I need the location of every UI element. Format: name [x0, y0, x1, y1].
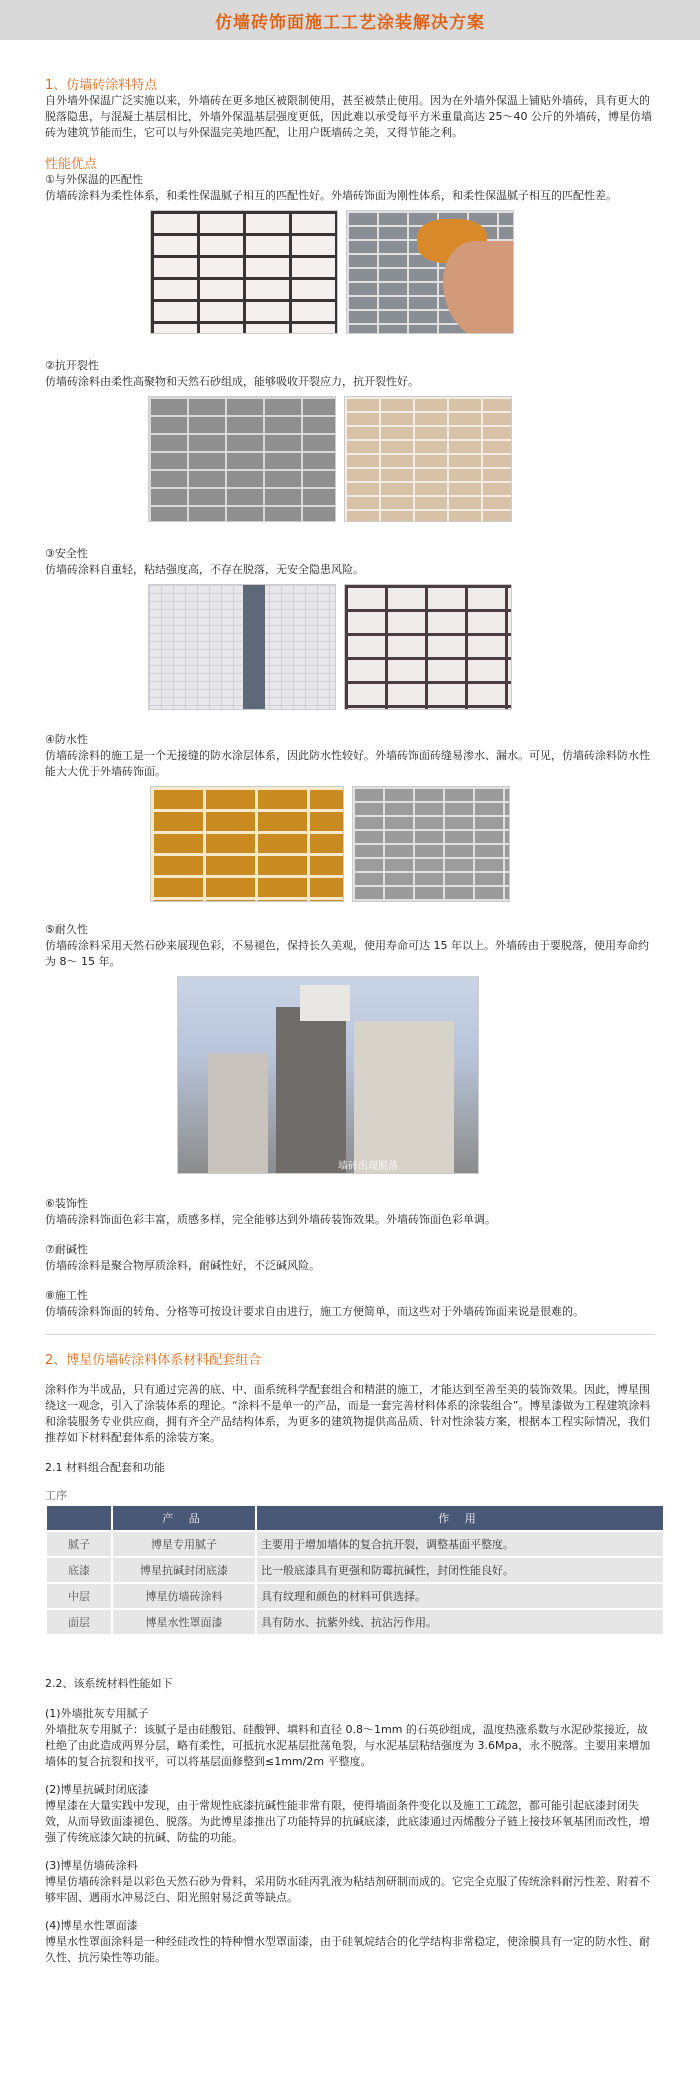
- table-cell: 博星水性罩面漆: [113, 1610, 255, 1634]
- table-row: [47, 1584, 663, 1608]
- adv-7-title: ⑦耐碱性: [45, 1243, 88, 1256]
- divider: [45, 1334, 655, 1335]
- section2-sub2: 2.2、该系统材料性能如下: [45, 1677, 173, 1690]
- materials-table: [45, 1504, 665, 1636]
- brick-photo-grey-small: [352, 786, 510, 902]
- section2-heading: 2、博星仿墙砖涂料体系材料配套组合: [45, 1353, 262, 1368]
- building-center: [276, 1007, 346, 1173]
- adv-7-text: 仿墙砖涂料是聚合物厚质涂料，耐碱性好，不泛碱风险。: [45, 1259, 320, 1272]
- adv-1-text: 仿墙砖涂料为柔性体系，和柔性保温腻子相互的匹配性好。外墙砖饰面为刚性体系，和柔性保温腻子相互的匹配性差。: [45, 189, 617, 202]
- adv-3-title: ③安全性: [45, 547, 88, 560]
- table-row: [47, 1532, 663, 1556]
- adv-8-text: 仿墙砖涂料饰面的转角、分格等可按设计要求自由进行，施工方便简单，而这些对于外墙砖饰面来说是很难的。: [45, 1305, 584, 1318]
- adv-5-title: ⑤耐久性: [45, 923, 88, 936]
- photo-caption: 墙砖出现脱落: [338, 1161, 398, 1172]
- table-cell: 具有防水、抗紫外线、抗沾污作用。: [257, 1610, 663, 1634]
- table-cell: 比一般底漆具有更强和防霉抗碱性，封闭性能良好。: [257, 1558, 663, 1582]
- perf-3-title: (3)博星仿墙砖涂料: [45, 1859, 138, 1872]
- building-right: [354, 1021, 454, 1173]
- building-top: [300, 985, 350, 1021]
- adv-4-text: 仿墙砖涂料的施工是一个无接缝的防水涂层体系，因此防水性较好。外墙砖饰面砖缝易渗水、漏水。可见，仿墙砖涂料防水性能大大优于外墙砖饰面。: [45, 749, 650, 778]
- building-photo: [177, 976, 479, 1174]
- table-row: [47, 1558, 663, 1582]
- perf-4-title: (4)博星水性罩面漆: [45, 1919, 138, 1932]
- table-cell: 博星抗碱封闭底漆: [113, 1558, 255, 1582]
- adv-6-title: ⑥装饰性: [45, 1197, 88, 1210]
- table-cell: 腻子: [47, 1532, 111, 1556]
- adv-4-title: ④防水性: [45, 733, 88, 746]
- perf-1-title: (1)外墙批灰专用腻子: [45, 1707, 149, 1720]
- table-cell: 底漆: [47, 1558, 111, 1582]
- perf-4-text: 博星水性罩面涂料是一种经硅改性的特种憎水型罩面漆，由于硅氧烷结合的化学结构非常稳定，使涂膜具有一定的防水性、耐久性、抗污染性等功能。: [45, 1935, 650, 1964]
- adv-2-title: ②抗开裂性: [45, 359, 99, 372]
- brick-photo-beige: [344, 396, 512, 522]
- adv-6-text: 仿墙砖涂料饰面色彩丰富，质感多样，完全能够达到外墙砖装饰效果。外墙砖饰面色彩单调。: [45, 1213, 496, 1226]
- section2-para: 涂料作为半成品，只有通过完善的底、中、面系统科学配套组合和精湛的施工，才能达到至善至美的装饰效果。因此，博星围绕这一观念，引入了涂装体系的理论。“涂料不是单一的产品，而是一套完善材料体系的涂装组合”。博星漆做为工程建筑涂料和涂装服务专业供应商，拥有齐全产品结构体系，为更多的建筑物提供高品质、针对性涂装方案，根据本工程实际情况，我们推荐如下材料配套体系的涂装方案。: [45, 1383, 651, 1444]
- tile-photo-cracked: [148, 584, 336, 710]
- table-header-cell: 产 品: [113, 1506, 255, 1530]
- hand-shape: [443, 241, 514, 334]
- page-title: 仿墙砖饰面施工工艺涂装解决方案: [215, 12, 485, 33]
- table-header-cell: 作 用: [257, 1506, 663, 1530]
- section1-para: 自外墙外保温广泛实施以来，外墙砖在更多地区被限制使用，甚至被禁止使用。因为在外墙外保温上铺贴外墙砖，具有更大的脱落隐患，与混凝土基层相比，外墙外保温基层强度更低，因此难以承受每平方米重量高达 25～40 公斤的外墙砖，博星仿墙砖为建筑节能而生，它可以与外保温完美地匹配，让用户既墙砖之美，又得节能之利。: [45, 94, 652, 139]
- content: [0, 40, 700, 1966]
- table-row: [47, 1610, 663, 1634]
- adv-5-text: 仿墙砖涂料采用天然石砂来展现色彩，不易褪色，保持长久美观，使用寿命可达 15 年以上。外墙砖由于要脱落，使用寿命约为 8～ 15 年。: [45, 939, 649, 968]
- building-left: [208, 1053, 268, 1173]
- adv-2-text: 仿墙砖涂料由柔性高聚物和天然石砂组成，能够吸收开裂应力，抗开裂性好。: [45, 375, 419, 388]
- brick-photo-yellow: [150, 786, 344, 902]
- title-bar: [0, 0, 700, 40]
- drainpipe-shape: [243, 585, 265, 709]
- adv-3-text: 仿墙砖涂料自重轻，粘结强度高，不存在脱落，无安全隐患风险。: [45, 563, 364, 576]
- perf-1-text: 外墙批灰专用腻子：该腻子是由硅酸铝、硅酸钾、填料和直径 0.8～1mm 的石英砂组成，温度热涨系数与水泥砂浆接近，故杜绝了由此造成两界分层，略有柔性，可抵抗水泥基层批荡龟裂，与水泥基层粘结强度为 3.6Mpa，永不脱落。主要用来增加墙体的复合抗裂和找平，可以将基层面修整到≤1mm/2m 平整度。: [45, 1723, 651, 1768]
- table-caption: 工序: [45, 1489, 67, 1502]
- table-header-row: [47, 1506, 663, 1530]
- section1-heading: 1、仿墙砖涂料特点: [45, 78, 158, 93]
- table-cell: 面层: [47, 1610, 111, 1634]
- table-cell: 具有纹理和颜色的材料可供选择。: [257, 1584, 663, 1608]
- adv-8-title: ⑧施工性: [45, 1289, 88, 1302]
- adv-1-title: ①与外保温的匹配性: [45, 173, 143, 186]
- table-header-cell: [47, 1506, 111, 1530]
- table-cell: 博星仿墙砖涂料: [113, 1584, 255, 1608]
- perf-3-text: 博星仿墙砖涂料是以彩色天然石砂为骨料，采用防水硅丙乳液为粘结剂研制而成的。它完全克服了传统涂料耐污性差、附着不够牢固、遇雨水冲易泛白、阳光照射易泛黄等缺点。: [45, 1875, 650, 1904]
- brick-photo-hand-sponge: [346, 210, 514, 334]
- perf-2-text: 博星漆在大量实践中发现，由于常规性底漆抗碱性能非常有限，使得墙面条件变化以及施工工疏忽，都可能引起底漆封闭失效，从而导致面漆褪色、脱落。为此博星漆推出了功能特异的抗碱底漆，此底漆通过丙烯酸分子链上接技环氧基团而改性，增强了传统底漆欠缺的抗碱、防盐的功能。: [45, 1799, 650, 1844]
- table-cell: 主要用于增加墙体的复合抗开裂，调整基面平整度。: [257, 1532, 663, 1556]
- table-cell: 中层: [47, 1584, 111, 1608]
- brick-photo-dark-grout: [344, 584, 512, 710]
- brick-photo-grey: [148, 396, 336, 522]
- brick-photo-white: [150, 210, 338, 334]
- section2-sub1: 2.1 材料组合配套和功能: [45, 1461, 165, 1474]
- perf-2-title: (2)博星抗碱封闭底漆: [45, 1783, 149, 1796]
- table-cell: 博星专用腻子: [113, 1532, 255, 1556]
- advantages-heading: 性能优点: [45, 157, 98, 172]
